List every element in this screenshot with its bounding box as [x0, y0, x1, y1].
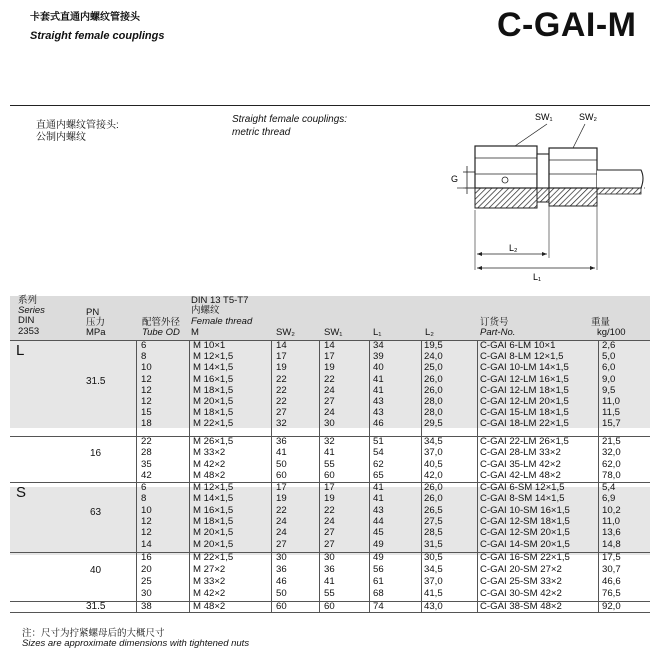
cell-l2: 24,0	[424, 351, 443, 363]
cell-sw2: 60	[276, 469, 287, 481]
cell-sw1: 14	[324, 340, 335, 351]
cell-l2: 40,5	[424, 458, 443, 470]
col-divider	[369, 340, 370, 612]
cell-od: 16	[141, 552, 152, 563]
cell-part: C-GAI 42-LM 48×2	[480, 469, 561, 481]
pn-value: 31.5	[86, 601, 106, 612]
cell-sw2: 50	[276, 587, 287, 599]
cell-kg: 76,5	[602, 587, 621, 599]
cell-kg: 78,0	[602, 469, 621, 481]
cell-l2: 26,0	[424, 493, 443, 505]
col-divider	[421, 340, 422, 612]
cell-sw2: 27	[276, 538, 287, 550]
cell-l1: 46	[373, 418, 384, 430]
pn-value: 16	[90, 448, 102, 459]
cell-sw2: 19	[276, 362, 287, 374]
pn-value: 40	[90, 565, 102, 576]
cell-sw2: 27	[276, 407, 287, 419]
cell-l1: 41	[373, 373, 384, 385]
cell-od: 30	[141, 587, 152, 599]
cell-thread: M 26×1,5	[193, 436, 234, 447]
cell-l1: 54	[373, 447, 384, 459]
cell-thread: M 16×1,5	[193, 373, 234, 385]
top-rule	[10, 105, 650, 106]
cell-sw2: 17	[276, 351, 287, 363]
cell-sw1: 27	[324, 396, 335, 407]
cell-kg: 5,4	[602, 482, 616, 493]
cell-part: C-GAI 20-SM 27×2	[480, 563, 562, 575]
cell-part: C-GAI 8-LM 12×1,5	[480, 351, 564, 363]
cell-l1: 51	[373, 436, 384, 447]
cell-thread: M 48×2	[193, 469, 226, 481]
cell-sw2: 14	[276, 340, 287, 351]
cell-thread: M 42×2	[193, 587, 226, 599]
col-divider	[319, 340, 320, 612]
cell-od: 25	[141, 575, 152, 587]
cell-sw1: 17	[324, 482, 335, 493]
l1-label: L₁	[533, 272, 542, 282]
cell-part: C-GAI 6-LM 10×1	[480, 340, 556, 351]
cell-l1: 61	[373, 575, 384, 587]
cell-part: C-GAI 18-LM 22×1,5	[480, 418, 569, 430]
cell-l1: 40	[373, 362, 384, 374]
cell-l2: 26,5	[424, 504, 443, 516]
subtitle-en-1: Straight female couplings:	[232, 114, 348, 125]
cell-kg: 5,0	[602, 351, 616, 363]
hdr-l2: L₂	[425, 327, 434, 338]
cell-l2: 26,0	[424, 384, 443, 396]
cell-kg: 92,0	[602, 601, 621, 612]
cell-l1: 62	[373, 458, 384, 470]
title-cn: 卡套式直通内螺纹管接头	[30, 12, 140, 23]
cell-l2: 42,0	[424, 469, 443, 481]
cell-l2: 43,0	[424, 601, 443, 612]
hdr-thread-en: Female thread	[191, 316, 253, 327]
hdr-tube-en: Tube OD	[142, 327, 180, 338]
cell-od: 28	[141, 447, 152, 459]
cell-part: C-GAI 15-LM 18×1,5	[480, 407, 569, 419]
cell-sw1: 24	[324, 515, 335, 527]
cell-l1: 43	[373, 396, 384, 407]
cell-od: 8	[141, 493, 147, 505]
cell-sw2: 32	[276, 418, 287, 430]
cell-sw1: 24	[324, 407, 335, 419]
cell-l2: 26,0	[424, 373, 443, 385]
hdr-sw1: SW₁	[324, 327, 343, 338]
cell-sw1: 32	[324, 436, 335, 447]
col-divider	[189, 340, 190, 612]
cell-sw2: 22	[276, 504, 287, 516]
col-divider	[271, 340, 272, 612]
cell-part: C-GAI 28-LM 33×2	[480, 447, 561, 459]
cell-part: C-GAI 12-LM 20×1,5	[480, 396, 569, 407]
sw1-label: SW₁	[535, 112, 553, 122]
title-en: Straight female couplings	[30, 30, 165, 42]
cell-kg: 13,6	[602, 527, 621, 539]
cell-sw1: 36	[324, 563, 335, 575]
cell-od: 12	[141, 515, 152, 527]
cell-part: C-GAI 10-SM 16×1,5	[480, 504, 570, 516]
hdr-series-en: Series	[18, 305, 45, 316]
cell-part: C-GAI 12-SM 18×1,5	[480, 515, 570, 527]
cell-od: 38	[141, 601, 152, 612]
hdr-thread-m: M	[191, 327, 199, 338]
subtitle-cn-2: 公制内螺纹	[36, 132, 86, 143]
cell-sw2: 17	[276, 482, 287, 493]
subtitle-en-2: metric thread	[232, 127, 291, 138]
cell-thread: M 12×1,5	[193, 351, 234, 363]
cell-kg: 62,0	[602, 458, 621, 470]
series-s: S	[16, 484, 27, 501]
cell-thread: M 18×1,5	[193, 384, 234, 396]
cell-sw1: 27	[324, 538, 335, 550]
cell-sw1: 30	[324, 552, 335, 563]
cell-l2: 29,5	[424, 418, 443, 430]
hdr-l1: L₁	[373, 327, 382, 338]
hdr-din: DIN 13 T5-T7	[191, 295, 249, 306]
cell-thread: M 22×1,5	[193, 418, 234, 430]
product-code: C-GAI-M	[497, 6, 637, 44]
cell-od: 8	[141, 351, 147, 363]
sw2-label: SW₂	[579, 112, 597, 122]
cell-sw2: 24	[276, 527, 287, 539]
hdr-sw2: SW₂	[276, 327, 295, 338]
cell-part: C-GAI 6-SM 12×1,5	[480, 482, 565, 493]
cell-sw2: 36	[276, 436, 287, 447]
cell-sw2: 50	[276, 458, 287, 470]
cell-thread: M 18×1,5	[193, 407, 234, 419]
cell-thread: M 12×1,5	[193, 482, 234, 493]
footnote-cn: 注：尺寸为拧紧螺母后的大概尺寸	[22, 628, 165, 639]
cell-l1: 43	[373, 504, 384, 516]
cell-l1: 65	[373, 469, 384, 481]
cell-part: C-GAI 22-LM 26×1,5	[480, 436, 569, 447]
col-divider	[477, 340, 478, 612]
hdr-part-en: Part-No.	[480, 327, 516, 338]
cell-l2: 31,5	[424, 538, 443, 550]
hdr-weight-unit: kg/100	[597, 327, 626, 338]
cell-l2: 37,0	[424, 575, 443, 587]
cell-od: 12	[141, 384, 152, 396]
cell-l2: 30,5	[424, 552, 443, 563]
hdr-pn-cn: 压力	[86, 317, 106, 328]
cell-part: C-GAI 16-SM 22×1,5	[480, 552, 570, 563]
cell-l2: 26,0	[424, 482, 443, 493]
cell-thread: M 10×1	[193, 340, 226, 351]
cell-thread: M 42×2	[193, 458, 226, 470]
cell-od: 42	[141, 469, 152, 481]
cell-part: C-GAI 38-SM 48×2	[480, 601, 562, 612]
cell-l1: 41	[373, 384, 384, 396]
cell-sw2: 46	[276, 575, 287, 587]
cell-l2: 28,0	[424, 407, 443, 419]
cell-l1: 68	[373, 587, 384, 599]
cell-sw1: 30	[324, 418, 335, 430]
cell-sw2: 22	[276, 396, 287, 407]
subtitle-cn-1: 直通内螺纹管接头:	[36, 120, 119, 131]
series-l: L	[16, 342, 25, 359]
cell-thread: M 18×1,5	[193, 515, 234, 527]
pn-value: 63	[90, 507, 102, 518]
cell-kg: 46,6	[602, 575, 621, 587]
cell-part: C-GAI 12-SM 20×1,5	[480, 527, 570, 539]
cell-sw1: 19	[324, 493, 335, 505]
cell-thread: M 16×1,5	[193, 504, 234, 516]
cell-sw1: 19	[324, 362, 335, 374]
cell-kg: 11,0	[602, 396, 620, 407]
cell-thread: M 48×2	[193, 601, 226, 612]
cell-od: 10	[141, 362, 152, 374]
cell-kg: 21,5	[602, 436, 621, 447]
cell-sw2: 36	[276, 563, 287, 575]
cell-part: C-GAI 35-LM 42×2	[480, 458, 561, 470]
cell-thread: M 20×1,5	[193, 527, 234, 539]
cell-thread: M 14×1,5	[193, 362, 234, 374]
cell-part: C-GAI 30-SM 42×2	[480, 587, 562, 599]
cell-part: C-GAI 25-SM 33×2	[480, 575, 562, 587]
cell-od: 12	[141, 373, 152, 385]
cell-l2: 28,5	[424, 527, 443, 539]
cell-od: 14	[141, 538, 152, 550]
cell-part: C-GAI 12-LM 16×1,5	[480, 373, 569, 385]
cell-kg: 6,9	[602, 493, 616, 505]
cell-kg: 11,5	[602, 407, 620, 419]
cell-thread: M 33×2	[193, 575, 226, 587]
cell-thread: M 20×1,5	[193, 538, 234, 550]
cell-sw2: 60	[276, 601, 287, 612]
cell-kg: 14,8	[602, 538, 621, 550]
cell-od: 6	[141, 340, 147, 351]
hdr-tube-cn: 配管外径	[142, 317, 181, 328]
cell-l1: 44	[373, 515, 384, 527]
hdr-weight-cn: 重量	[591, 317, 611, 328]
cell-sw2: 22	[276, 384, 287, 396]
cell-sw1: 22	[324, 373, 335, 385]
cell-l1: 43	[373, 407, 384, 419]
hdr-pn-unit: MPa	[86, 327, 106, 338]
cell-kg: 15,7	[602, 418, 621, 430]
cell-l1: 39	[373, 351, 384, 363]
cell-kg: 11,0	[602, 515, 620, 527]
cell-kg: 2,6	[602, 340, 616, 351]
cell-l1: 49	[373, 552, 384, 563]
cell-kg: 30,7	[602, 563, 621, 575]
hdr-series-cn: 系列	[18, 295, 38, 306]
cell-part: C-GAI 12-LM 18×1,5	[480, 384, 569, 396]
cell-part: C-GAI 10-LM 14×1,5	[480, 362, 569, 374]
cell-sw1: 60	[324, 469, 335, 481]
cell-sw1: 41	[324, 447, 335, 459]
cell-sw1: 41	[324, 575, 335, 587]
cell-l2: 34,5	[424, 436, 443, 447]
cell-l2: 28,0	[424, 396, 443, 407]
cell-l1: 41	[373, 482, 384, 493]
col-divider	[598, 340, 599, 612]
table-bottom-rule	[10, 612, 650, 613]
cell-l1: 34	[373, 340, 384, 351]
cell-sw1: 22	[324, 504, 335, 516]
cell-thread: M 27×2	[193, 563, 226, 575]
cell-kg: 9,5	[602, 384, 616, 396]
hdr-series-din: DIN	[18, 315, 35, 326]
cell-l2: 25,0	[424, 362, 443, 374]
cell-sw2: 22	[276, 373, 287, 385]
cell-kg: 9,0	[602, 373, 616, 385]
l2-label: L₂	[509, 243, 518, 253]
cell-sw1: 55	[324, 587, 335, 599]
cell-part: C-GAI 8-SM 14×1,5	[480, 493, 565, 505]
cell-sw1: 17	[324, 351, 335, 363]
cell-sw2: 30	[276, 552, 287, 563]
cell-sw2: 41	[276, 447, 287, 459]
cell-sw1: 60	[324, 601, 335, 612]
cell-l1: 56	[373, 563, 384, 575]
cell-l2: 41,5	[424, 587, 443, 599]
cell-thread: M 14×1,5	[193, 493, 234, 505]
cell-l2: 27,5	[424, 515, 443, 527]
cell-part: C-GAI 14-SM 20×1,5	[480, 538, 570, 550]
cell-sw1: 24	[324, 384, 335, 396]
cell-thread: M 22×1,5	[193, 552, 234, 563]
cell-od: 12	[141, 396, 152, 407]
cell-l2: 19,5	[424, 340, 443, 351]
cell-l1: 74	[373, 601, 384, 612]
cell-od: 20	[141, 563, 152, 575]
cell-l1: 41	[373, 493, 384, 505]
cell-od: 18	[141, 418, 152, 430]
table-header	[10, 296, 650, 340]
cell-sw1: 27	[324, 527, 335, 539]
cell-kg: 32,0	[602, 447, 621, 459]
cell-od: 10	[141, 504, 152, 516]
cell-od: 6	[141, 482, 147, 493]
coupling-drawing	[445, 110, 650, 290]
cell-thread: M 20×1,5	[193, 396, 234, 407]
cell-sw1: 55	[324, 458, 335, 470]
cell-od: 22	[141, 436, 152, 447]
cell-od: 35	[141, 458, 152, 470]
cell-kg: 17,5	[602, 552, 621, 563]
hdr-part-cn: 订货号	[480, 317, 509, 328]
cell-l2: 34,5	[424, 563, 443, 575]
cell-l2: 37,0	[424, 447, 443, 459]
cell-kg: 6,0	[602, 362, 616, 374]
col-divider	[136, 340, 137, 612]
cell-sw2: 19	[276, 493, 287, 505]
cell-l1: 49	[373, 538, 384, 550]
hdr-thread-cn: 内螺纹	[191, 305, 220, 316]
cell-thread: M 33×2	[193, 447, 226, 459]
cell-kg: 10,2	[602, 504, 621, 516]
hdr-pn: PN	[86, 307, 100, 318]
g-label: G	[451, 174, 459, 184]
cell-od: 12	[141, 527, 152, 539]
cell-od: 15	[141, 407, 152, 419]
hdr-series-num: 2353	[18, 326, 40, 337]
cell-sw2: 24	[276, 515, 287, 527]
pn-value: 31.5	[86, 376, 106, 387]
footnote-en: Sizes are approximate dimensions with tightened nuts	[22, 638, 250, 649]
cell-l1: 45	[373, 527, 384, 539]
